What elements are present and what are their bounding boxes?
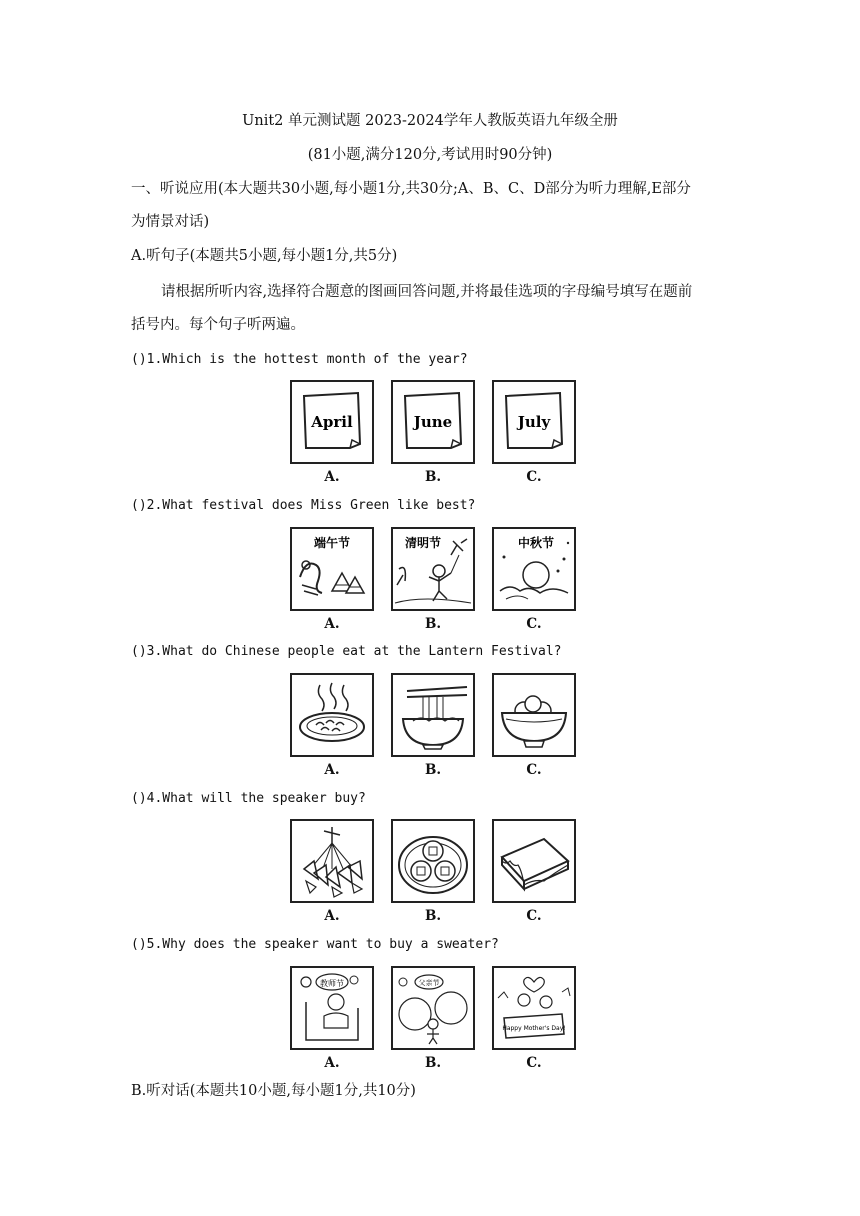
option-c[interactable] <box>492 380 576 485</box>
fathers-day-icon <box>391 966 475 1050</box>
svg-text:Happy Mother's Day!: Happy Mother's Day! <box>502 1025 566 1032</box>
sandwich-icon <box>492 819 576 903</box>
option-letter: B. <box>424 908 442 924</box>
dragon-boat-festival-icon <box>290 527 374 611</box>
option-c[interactable] <box>492 673 576 778</box>
section-heading: 一、听说应用(本大题共30小题,每小题1分,共30分;A、B、C、D部分为听力理解,E部分 <box>131 181 691 197</box>
part-a-heading: A.听句子(本题共5小题,每小题1分,共5分) <box>131 248 398 264</box>
question-5-options <box>290 966 576 1071</box>
qingming-festival-icon <box>391 527 475 611</box>
option-a[interactable] <box>290 819 374 924</box>
option-letter: A. <box>324 616 340 632</box>
mooncakes-plate-icon <box>391 819 475 903</box>
option-letter: B. <box>424 762 442 778</box>
option-c[interactable] <box>492 966 576 1071</box>
question-4-options <box>290 819 576 924</box>
option-a[interactable] <box>290 527 374 632</box>
option-letter: B. <box>424 469 442 485</box>
svg-text:教师节: 教师节 <box>320 979 344 988</box>
mothers-day-icon <box>492 966 576 1050</box>
option-b[interactable] <box>391 380 475 485</box>
question-2: ()2.What festival does Miss Green like best? <box>131 498 476 513</box>
option-letter: A. <box>324 762 340 778</box>
option-letter: C. <box>526 469 542 485</box>
dumplings-plate-icon <box>290 673 374 757</box>
svg-text:父亲节: 父亲节 <box>418 979 440 987</box>
option-c[interactable] <box>492 819 576 924</box>
option-letter: A. <box>324 469 340 485</box>
mid-autumn-festival-icon <box>492 527 576 611</box>
question-2-options <box>290 527 576 632</box>
option-letter: C. <box>526 1055 542 1071</box>
svg-text:June: June <box>413 413 453 431</box>
option-c[interactable] <box>492 527 576 632</box>
tangyuan-bowl-icon <box>492 673 576 757</box>
calendar-july-icon <box>492 380 576 464</box>
option-b[interactable] <box>391 819 475 924</box>
svg-text:中秋节: 中秋节 <box>517 536 555 550</box>
question-1: ()1.Which is the hottest month of the year? <box>131 352 468 367</box>
teachers-day-icon <box>290 966 374 1050</box>
part-a-instruction-cont: 括号内。每个句子听两遍。 <box>131 317 305 333</box>
option-a[interactable] <box>290 966 374 1071</box>
option-letter: A. <box>324 908 340 924</box>
question-4: ()4.What will the speaker buy? <box>131 791 366 806</box>
section-heading-cont: 为情景对话) <box>131 214 210 230</box>
option-letter: C. <box>526 908 542 924</box>
noodles-bowl-icon <box>391 673 475 757</box>
svg-text:July: July <box>517 413 551 431</box>
part-a-instruction: 请根据所听内容,选择符合题意的图画回答问题,并将最佳选项的字母编号填写在题前 <box>161 284 693 300</box>
option-b[interactable] <box>391 966 475 1071</box>
option-a[interactable] <box>290 673 374 778</box>
svg-text:端午节: 端午节 <box>313 536 351 550</box>
svg-text:April: April <box>311 413 353 431</box>
question-3: ()3.What do Chinese people eat at the Lantern Festival? <box>131 644 562 659</box>
part-b-heading: B.听对话(本题共10小题,每小题1分,共10分) <box>131 1083 416 1099</box>
page-subtitle: (81小题,满分120分,考试用时90分钟) <box>307 147 553 163</box>
zongzi-bundle-icon <box>290 819 374 903</box>
option-letter: B. <box>424 616 442 632</box>
question-3-options <box>290 673 576 778</box>
calendar-june-icon <box>391 380 475 464</box>
option-letter: C. <box>526 762 542 778</box>
option-b[interactable] <box>391 673 475 778</box>
option-a[interactable] <box>290 380 374 485</box>
question-5: ()5.Why does the speaker want to buy a sweater? <box>131 937 499 952</box>
option-letter: A. <box>324 1055 340 1071</box>
option-b[interactable] <box>391 527 475 632</box>
calendar-april-icon <box>290 380 374 464</box>
question-1-options <box>290 380 576 485</box>
page-title: Unit2 单元测试题 2023-2024学年人教版英语九年级全册 <box>242 113 618 129</box>
option-letter: B. <box>424 1055 442 1071</box>
option-letter: C. <box>526 616 542 632</box>
svg-text:清明节: 清明节 <box>404 536 442 550</box>
